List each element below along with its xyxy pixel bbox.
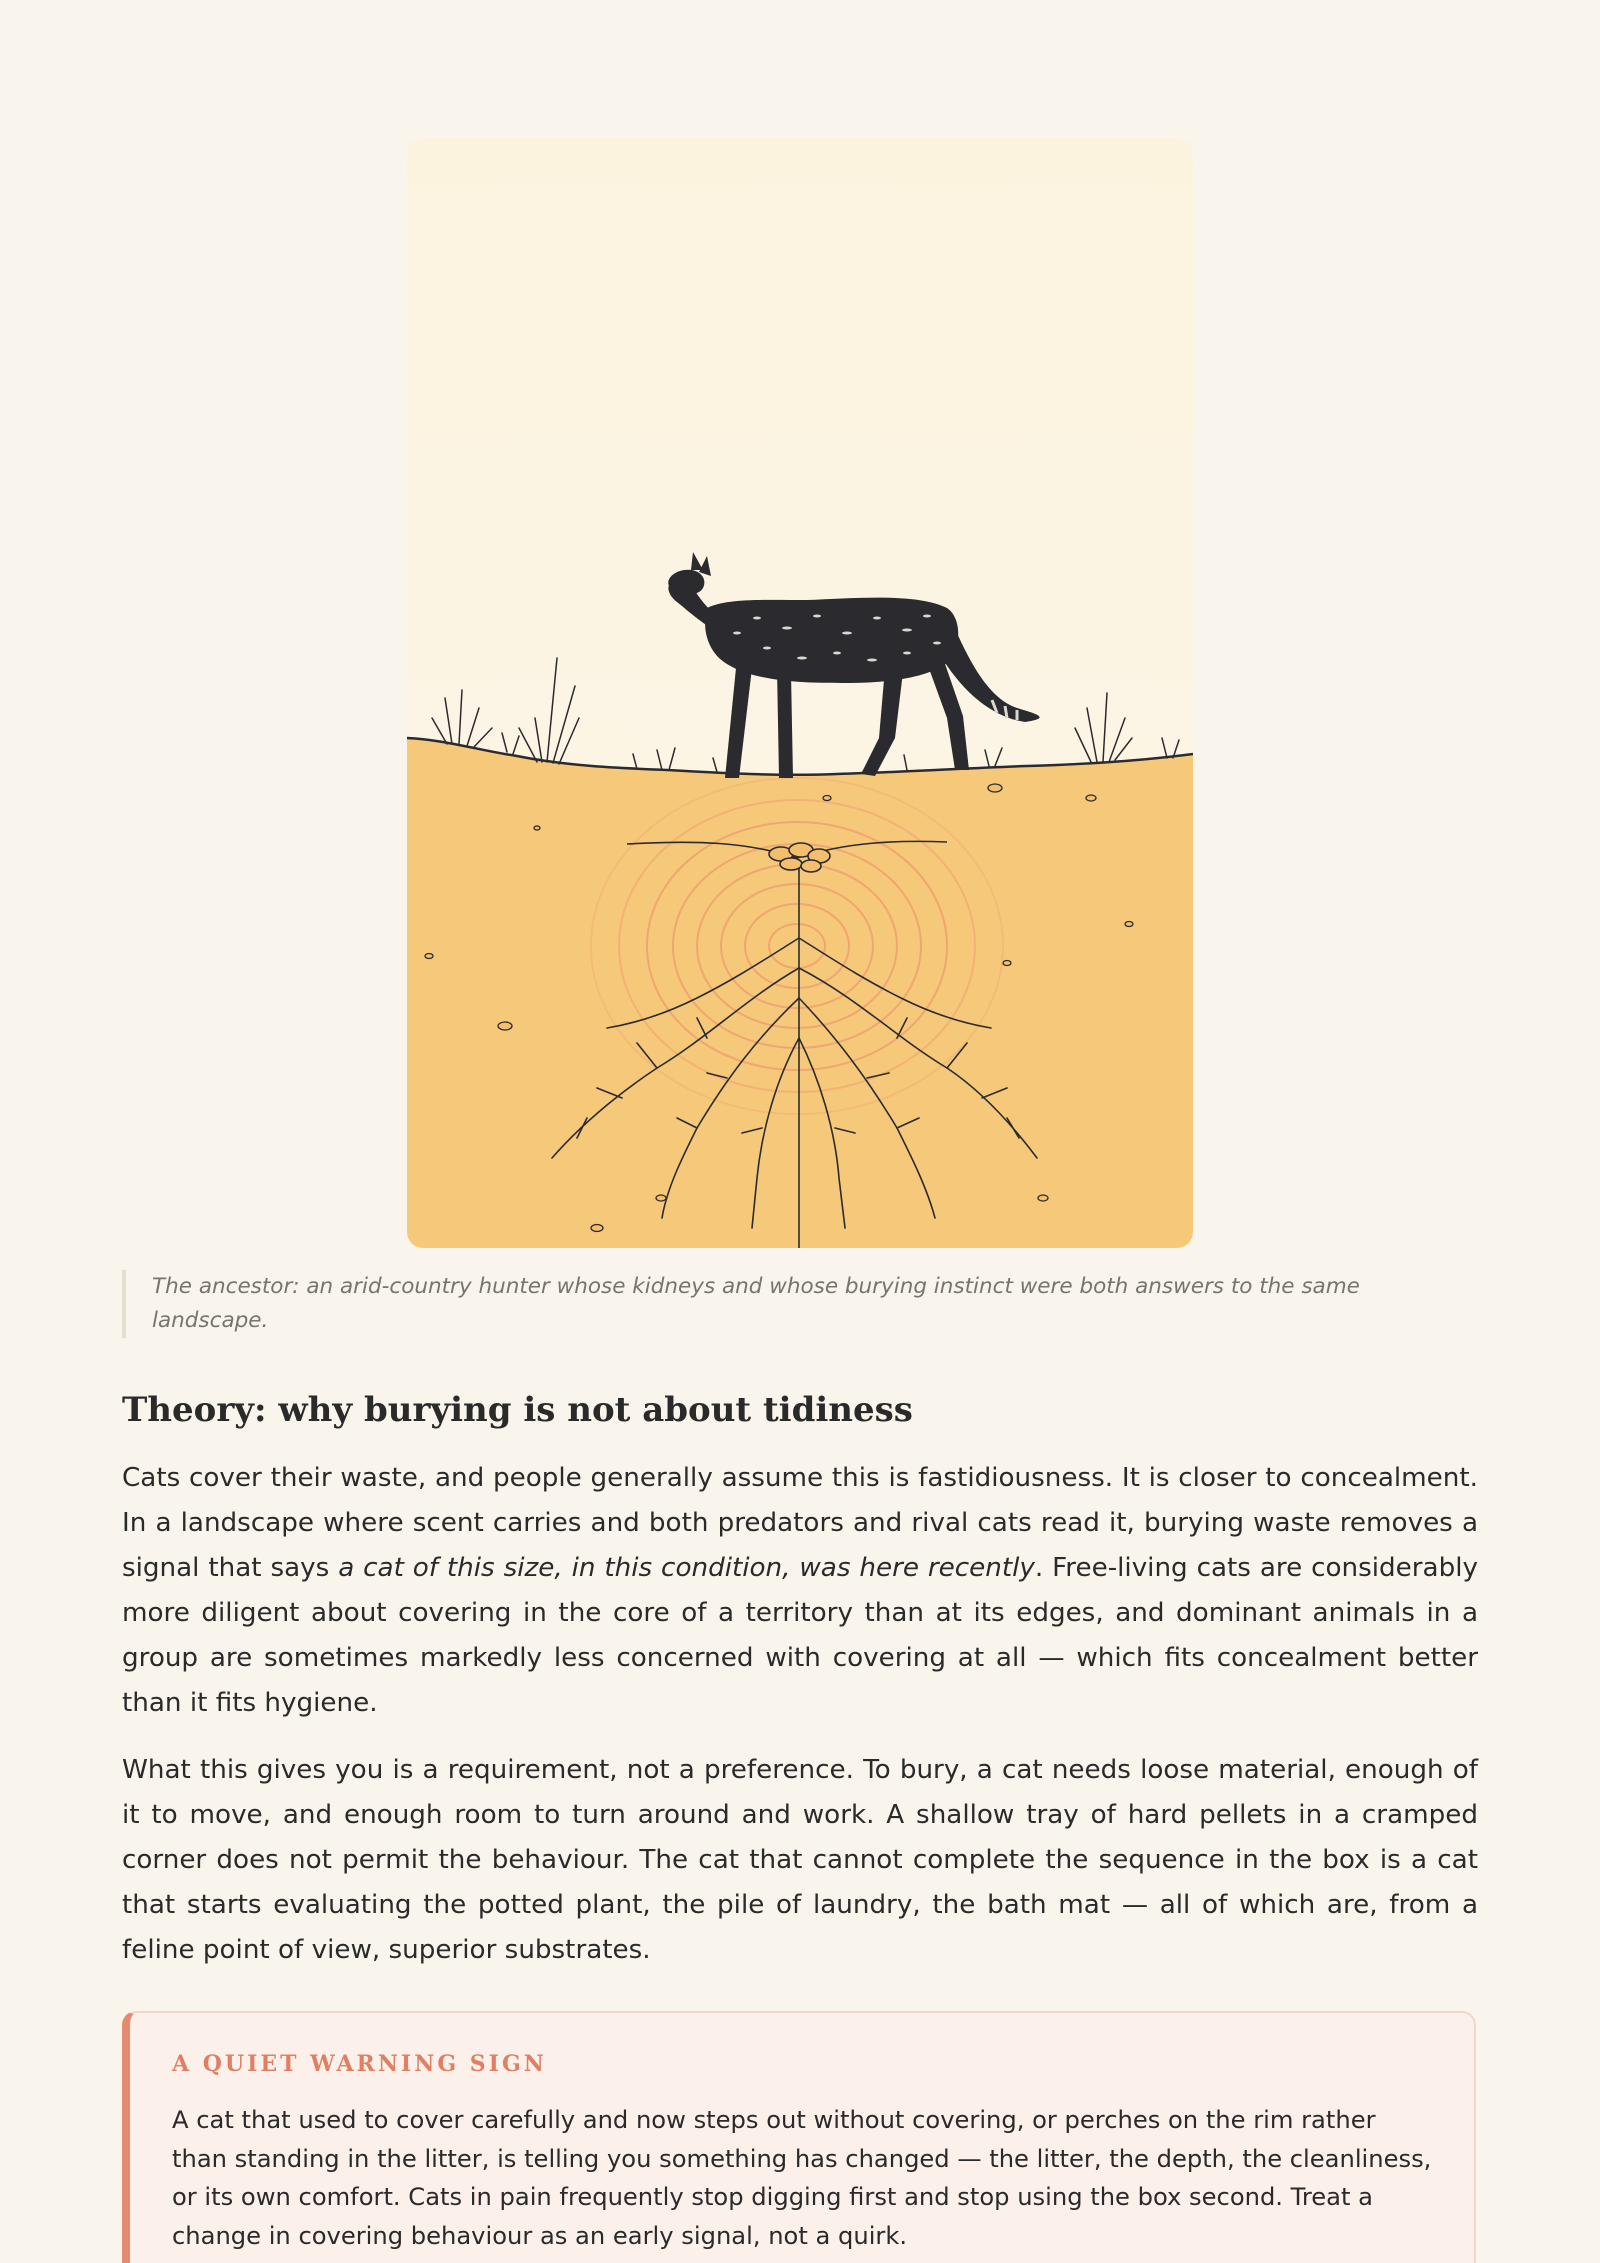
callout-title: A QUIET WARNING SIGN (172, 2051, 547, 2077)
section-heading: Theory: why burying is not about tidiness (122, 1390, 913, 1430)
sand-ground (407, 738, 1193, 1248)
paragraph-1-emphasis: a cat of this size, in this condition, was here recently (338, 1553, 1035, 1583)
ancestor-cat-illustration (407, 138, 1193, 1248)
illustration-svg (407, 138, 1193, 1248)
paragraph-1-text-end: . Free-living cats are considerably more diligent about covering in the core of a territory than at its edges, and dominant animals in a group are sometimes markedly less concerned with covering at all — which fits concealment better than it fits hygiene. (122, 1553, 1478, 1718)
callout-body: A cat that used to cover carefully and now steps out without covering, or perches on the rim rather than standing in the litter, is telling you something has changed — the litter, the depth, the cleanliness, or its own comfort. Cats in pain frequently stop digging first and stop using the box second. Treat a change in covering behaviour as an early signal, not a quirk. (172, 2106, 1432, 2250)
warning-callout (122, 2011, 1476, 2263)
paragraph-1-text-start: Cats cover their waste, and people generally assume this is fastidiousness. It is closer to concealment. In a landscape where scent carries and both predators and rival cats read it, burying waste removes a signal that says (122, 1463, 1478, 1583)
paragraph-requirement: What this gives you is a requirement, not a preference. To bury, a cat needs loose material, enough of it to move, and enough room to turn around and work. A shallow tray of hard pellets in a cramped corner does not permit the behaviour. The cat that cannot complete the sequence in the box is a cat that starts evaluating the potted plant, the pile of laundry, the bath mat — all of which are, from a feline point of view, superior substrates. (122, 1755, 1478, 1965)
figure-caption: The ancestor: an arid-country hunter whose kidneys and whose burying instinct were both answers to the same landscape. (122, 1270, 1442, 1338)
paragraph-concealment (122, 1456, 1478, 1726)
